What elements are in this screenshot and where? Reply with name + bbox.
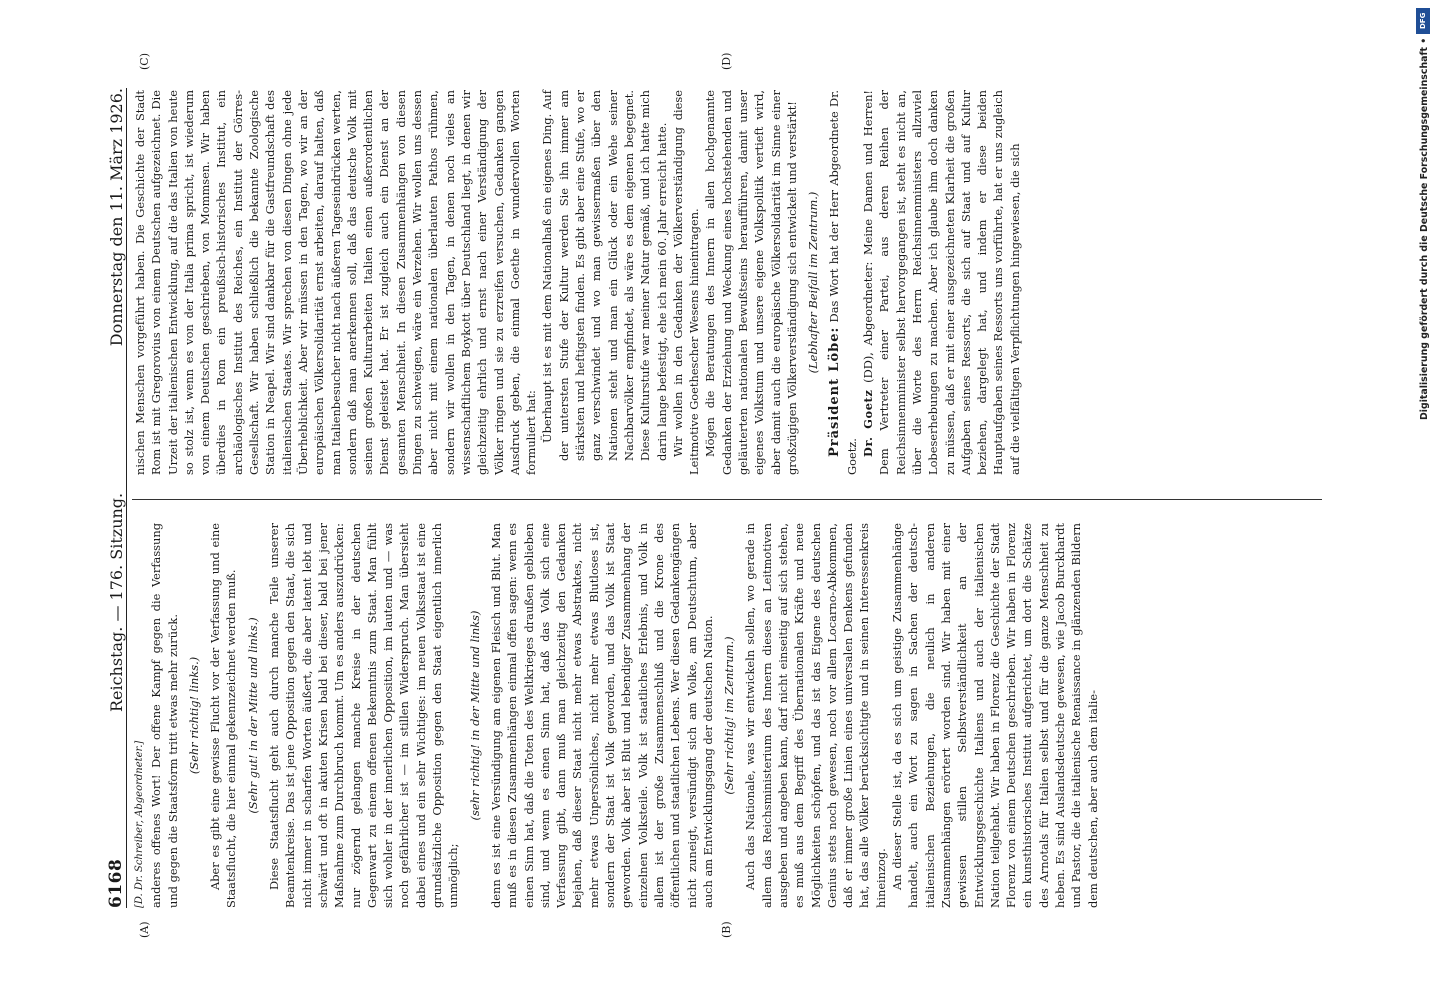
paragraph: Wir wollen in den Gedanken der Völkerverständigung diese Leitmotive Goethescher Wesens hineintragen. xyxy=(670,90,702,475)
speaker-name: Dr. Goetz xyxy=(861,389,876,457)
margin-mark-c: (C) xyxy=(138,53,151,70)
margin-mark-b: (B) xyxy=(720,921,733,938)
speaker-paragraph xyxy=(860,90,1023,475)
page-header xyxy=(100,88,127,908)
president-text: Das Wort hat der Herr Abgeordnete Dr. Goetz. xyxy=(827,89,859,475)
digitization-credit xyxy=(1416,6,1432,996)
paragraph: An dieser Stelle ist, da es sich um geistige Zusammenhänge handelt, auch ein Wort zu sagen in Sachen der deutsch-italienischen Beziehungen, die neulich in anderen Zusammenhängen erörtert worden sind. Wir haben mit einer gewissen stillen Selbstverständlichkeit an der Entwicklungsgeschichte Italiens und auch der italienischen Nation teilgehabt. Wir haben in Florenz die Geschichte der Stadt Florenz von einem Deutschen geschrieben. Wir haben in Florenz ein kunsthistorisches Institut aufgerichtet, um dort die Schätze des Arnotals für Italien selbst und für die ganze Menschheit zu heben. Es sind Auslandsdeutsche gewesen, wie Jacob Burckhardt und Pastor, die die italienische Renaissance in glänzenden Bildern dem deutschen, aber auch dem italie- xyxy=(890,523,1100,908)
speaker-tag: [D. Dr. Schreiber, Abgeordneter.] xyxy=(134,740,145,908)
speaker-text: (DD), Abgeordneter: Meine Damen und Herren! Dem Vertreter einer Partei, aus deren Reihen der Reichsinnenminister selbst hervorgegangen ist, steht es nicht an, über die Worte des Herrn Reichsinnenministers allzuviel Lobeserhebungen zu machen. Aber ich glaube ihm doch danken zu müssen, daß er mit einer ausgezeichneten Klarheit die großen Aufgaben seines Ressorts, die sich auf Staat und auf Kultur beziehen, dargelegt hat, und indem er diese beiden Hauptaufgaben seines Ressorts uns vorführte, hat er uns zugleich auf die vielfältigen Verpflichtungen hingewiesen, die sich xyxy=(861,90,1022,475)
right-column xyxy=(132,90,1023,475)
president-statement xyxy=(826,90,860,475)
paragraph: Mögen die Beratungen des Innern in allen hochgenannte Gedanken der Erziehung und Weckung eines hochstehenden und geläuterten nationalen Bewußtseins heraufführen, damit unser eigenes Volkstum und unsere eigene Volkspolitik vertieft wird, aber damit auch die europäische Völkersolidarität im Sinne einer großzügigen Völkerverständigung sich entwickelt und verstärkt! xyxy=(703,90,799,475)
interjection: (Sehr richtig! im Zentrum.) xyxy=(722,636,737,795)
session-title: Reichstag. — 176. Sitzung. xyxy=(107,492,126,713)
paragraph: nischen Menschen vorgeführt haben. Die Geschichte der Stadt Rom ist mit Gregorovius von einem Deutschen aufgezeichnet. Die Urzeit der italienischen Entwicklung, auf die das Italien von heute so stolz ist, wenn es von der Italia prima spricht, ist wiederum von einem Deutschen geschrieben, von Mommsen. Wir haben überdies in Rom ein preußisch-historisches Institut, ein archäologisches Institut des Reiches, ein Institut der Görres-Gesellschaft. Wir haben schließlich die bekannte Zoologische Station in Neapel. Wir sind dankbar für die Gastfreundschaft des italienischen Staates. Wir sprechen von diesen Dingen ohne jede Überheblichkeit. Aber wir müssen in den Tagen, wo wir an der europäischen Völkersolidarität ernst arbeiten, darauf halten, daß man Italienbesucher nicht nach äußeren Tageseindrücken werten, sondern daß man anerkennen soll, daß das deutsche Volk mit seinen großen Kulturarbeiten Italien einen außerordentlichen Dienst geleistet hat. Er ist zugleich auch ein Dienst an der gesamten Menschheit. In diesen Zusammenhängen von diesen Dingen zu schweigen, wäre ein Verzehen. Wir wollen uns dessen aber nicht mit einem nationalen überlauten Pathos rühmen, sondern wir wollen in den Tagen, in denen noch vieles an wissenschaftlichem Boykott über Deutschland liegt, in denen wir gleichzeitig ehrlich und ernst nach einer Verständigung der Völker ringen und sie zu erzreifen versuchen, Gedanken gangen Ausdruck geben, die einmal Goethe in wundervollen Worten formuliert hat: xyxy=(133,90,539,475)
margin-mark-d: (D) xyxy=(720,52,733,70)
interjection: (Sehr richtig! links.) xyxy=(186,656,201,775)
interjection: (Lebhafter Beifall im Zentrum.) xyxy=(806,191,821,374)
session-date: Donnerstag den 11. März 1926. xyxy=(107,88,126,347)
paragraph: denn es ist eine Versündigung am eigenen Fleisch und Blut. Man muß es in diesen Zusammenhängen einmal offen sagen: wenn es einen Sinn hat, daß die Toten des Weltkrieges draußen geblieben sind, und wenn es einen Sinn hat, daß das Volk sich eine Verfassung gibt, dann muß man gleichzeitig den Gedanken bejahen, daß dieser Staat nicht mehr etwas Abstraktes, nicht mehr etwas Unpersönliches, nicht mehr etwas Blutloses ist, sondern der Staat ist Volk geworden, und das Volk ist Staat geworden. Volk aber ist Blut und lebendiger Zusammenhang der einzelnen Volksteile. Volk ist staatliches Erlebnis, und Volk in allem ist der große Zusammenschluß und die Krone des öffentlichen und staatlichen Lebens. Wer diesen Gedankengängen nicht zuneigt, versündigt sich am Volke, am Deutschtum, aber auch am Entwicklungsgang der deutschen Nation. xyxy=(488,523,715,908)
president-name: Präsident Löbe: xyxy=(827,326,843,457)
credit-text: Digitalisierung gefördert durch die Deutsche Forschungsgemeinschaft • xyxy=(1419,38,1430,421)
interjection: (sehr richtig! in der Mitte und links) xyxy=(467,610,482,821)
left-column xyxy=(132,523,1101,908)
paragraph: Aber es gibt eine gewisse Flucht vor der Verfassung und eine Staatsflucht, die hier einmal gekennzeichnet werden muß. xyxy=(208,523,239,908)
dfg-logo: DFG xyxy=(1416,8,1430,34)
paragraph: Diese Staatsflucht geht auch durch manche Teile unserer Beamtenkreise. Das ist jene Opposition gegen den Staat, die sich nicht immer in scharfen Worten äußert, die aber latent lebt und schwärt und oft in akuten Krisen bald bei dieser, bald bei jener Maßnahme zum Durchbruch kommt. Um es anders auszudrücken: nur zögernd gelangen manche Kreise in der deutschen Gegenwart zu einem offenen Bekenntnis zum Staat. Man fühlt sich wohler in der innerlichen Opposition, im lauten und — was noch gefährlicher ist — im stillen Widerspruch. Man übersieht dabei eines und ein sehr Wichtiges: im neuen Volksstaat ist eine grundsätzliche Opposition gegen den Staat eigentlich innerlich unmöglich; xyxy=(267,523,461,908)
interjection: (Sehr gut! in der Mitte und links.) xyxy=(245,617,260,814)
paragraph: Auch das Nationale, was wir entwickeln sollen, wo gerade in allem das Reichsministerium des Innern dieses an Leitmotiven ausgeben und angeben kann, darf nicht einseitig auf sich stehen, es muß aus dem Begriff des Übernationalen Kräfte und neue Möglichkeiten schöpfen, und das ist das Eigene des deutschen Genius stets noch gewesen, noch vor allem Locarno-Abkommen, daß er immer große Linien eines universalen Denkens gefunden hat, das alle Völker berücksichtigte und in seinen Interessenkreis hineinzog. xyxy=(743,523,888,908)
paragraph: anderes offenes Wort! Der offene Kampf gegen die Verfassung und gegen die Staatsform tritt etwas mehr zurück. xyxy=(149,523,180,908)
margin-mark-a: (A) xyxy=(138,921,151,938)
page-number: 6168 xyxy=(106,858,126,908)
column-divider xyxy=(132,499,1322,500)
goethe-quote: Überhaupt ist es mit dem Nationalhaß ein eigenes Ding. Auf der untersten Stufe der Kultur werden Sie ihn immer am stärksten und heftigsten finden. Es gibt aber eine Stufe, wo er ganz verschwindet und wo man gewissermaßen über den Nationen steht und man ein Glück oder ein Wehe seiner Nachbarvölker empfindet, als wäre es dem eigenen begegnet. Diese Kulturstufe war meiner Natur gemäß, und ich hatte mich darin lange befestigt, ehe ich mein 60. Jahr erreicht hatte. xyxy=(540,90,669,461)
